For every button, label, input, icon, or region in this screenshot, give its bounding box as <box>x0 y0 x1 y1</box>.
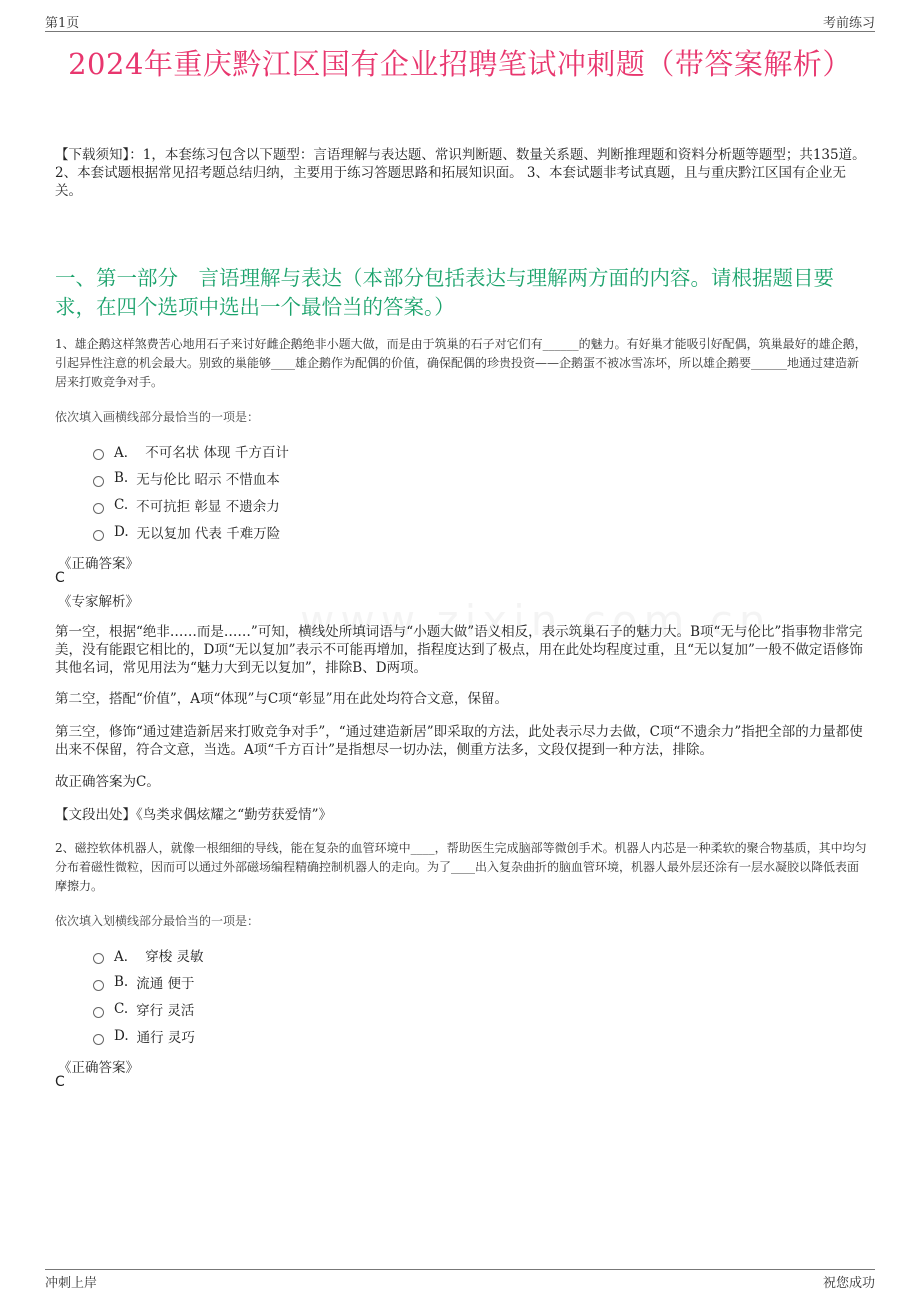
option-letter: D. <box>114 1028 129 1044</box>
question-1-answer-label: 《正确答案》 <box>58 556 139 572</box>
question-2-text: 2、磁控软体机器人，就像一根细细的导线，能在复杂的血管环境中____，帮助医生完成脑部等微创手术。机器人内芯是一种柔软的聚合物基质，其中均匀分布着磁性微粒，因而可以通过外部磁场编程精确控制机器人的走向。为了____出入复杂曲折的脑血管环境，机器人最外层还涂有一层水凝胶以降低表面摩擦力。 <box>55 841 867 893</box>
passage-source: 【文段出处】《鸟类求偶炫耀之“勤劳获爱情”》 <box>55 807 333 823</box>
option-letter: A． <box>114 445 138 461</box>
question-1-prompt: 依次填入画横线部分最恰当的一项是： <box>55 410 260 424</box>
option-text: 无以复加 代表 千难万险 <box>136 526 281 542</box>
page-number: 第1页 <box>45 16 80 31</box>
analysis-paragraph: 第一空，根据“绝非……而是……”可知，横线处所填词语与“小题大做”语义相反，表示筑巢石子的魅力大。B项“无与伦比”指事物非常完美，没有能跟它相比的，D项“无以复加”表示不可能再增加，指程度达到了极点，用在此处均程度过重，且“无以复加”一般不做定语修饰其他名词，常见用法为“魅力大到无以复加”，排除B、D两项。 <box>55 624 863 676</box>
analysis-paragraph: 第三空，修饰“通过建造新居来打败竞争对手”，“通过建造新居”即采取的方法，此处表示尽力去做，C项“不遗余力”指把全部的力量都使出来不保留，符合文意，当选。A项“千方百计”是指想尽一切办法，侧重方法多，文段仅提到一种方法，排除。 <box>55 724 863 758</box>
footer-left-text: 冲刺上岸 <box>45 1276 98 1291</box>
option-text: 通行 灵巧 <box>136 1030 195 1046</box>
question-2-answer: C <box>55 1074 65 1090</box>
question-2-option-d[interactable] <box>93 1026 195 1046</box>
radio-icon[interactable] <box>93 449 104 460</box>
footer-divider <box>45 1269 875 1270</box>
option-letter: B. <box>114 470 129 486</box>
option-letter: C. <box>114 1001 129 1017</box>
question-1-text: 1、雄企鹅这样煞费苦心地用石子来讨好雌企鹅绝非小题大做，而是由于筑巢的石子对它们有______的魅力。有好巢才能吸引好配偶，筑巢最好的雄企鹅，引起异性注意的机会最大。别致的巢能够____雄企鹅作为配偶的价值，确保配偶的珍贵投资——企鹅蛋不被冰雪冻坏，所以雄企鹅要______地通过建造新居来打败竞争对手。 <box>55 337 867 389</box>
document-title: 2024年重庆黔江区国有企业招聘笔试冲刺题（带答案解析） <box>68 47 852 81</box>
question-2-answer-label: 《正确答案》 <box>58 1060 139 1076</box>
option-text: 不可抗拒 彰显 不遗余力 <box>136 499 280 515</box>
radio-icon[interactable] <box>93 1007 104 1018</box>
question-2-option-c[interactable] <box>93 999 194 1019</box>
option-letter: C. <box>114 497 129 513</box>
radio-icon[interactable] <box>93 1034 104 1045</box>
option-text: 无与伦比 昭示 不惜血本 <box>136 472 280 488</box>
question-2-prompt: 依次填入划横线部分最恰当的一项是： <box>55 914 260 928</box>
option-letter: D. <box>114 524 129 540</box>
analysis-paragraph: 第二空，搭配“价值”，A项“体现”与C项“彰显”用在此处均符合文意，保留。 <box>55 691 508 707</box>
download-notice: 【下载须知】：1，本套练习包含以下题型：言语理解与表达题、常识判断题、数量关系题、判断推理题和资料分析题等题型；共135道。 2、本套试题根据常见招考题总结归纳，主要用于练习答题思路和拓展知识面。 3、本套试题非考试真题，且与重庆黔江区国有企业无关。 <box>55 147 866 199</box>
radio-icon[interactable] <box>93 530 104 541</box>
analysis-paragraph: 故正确答案为C。 <box>55 774 160 790</box>
question-1-option-d[interactable] <box>93 522 280 542</box>
radio-icon[interactable] <box>93 980 104 991</box>
radio-icon[interactable] <box>93 476 104 487</box>
option-text: 不可名状 体现 千方百计 <box>145 445 289 461</box>
option-letter: B. <box>114 974 129 990</box>
section-heading: 一、第一部分 言语理解与表达（本部分包括表达与理解两方面的内容。请根据题目要求，在四个选项中选出一个最恰当的答案。） <box>55 266 834 319</box>
option-text: 穿梭 灵敏 <box>145 949 204 965</box>
footer-right-text: 祝您成功 <box>822 1276 875 1291</box>
question-1-answer: C <box>55 570 65 586</box>
question-2-option-b[interactable] <box>93 972 195 992</box>
option-letter: A． <box>114 949 138 965</box>
question-2-option-a[interactable] <box>93 945 204 965</box>
option-text: 流通 便于 <box>136 976 195 992</box>
header-divider <box>45 31 875 32</box>
question-1-option-b[interactable] <box>93 468 280 488</box>
radio-icon[interactable] <box>93 953 104 964</box>
question-1-analysis-label: 《专家解析》 <box>58 594 139 610</box>
radio-icon[interactable] <box>93 503 104 514</box>
question-1-option-a[interactable] <box>93 441 289 461</box>
header-category: 考前练习 <box>822 16 875 31</box>
question-1-option-c[interactable] <box>93 495 280 515</box>
option-text: 穿行 灵活 <box>136 1003 195 1019</box>
